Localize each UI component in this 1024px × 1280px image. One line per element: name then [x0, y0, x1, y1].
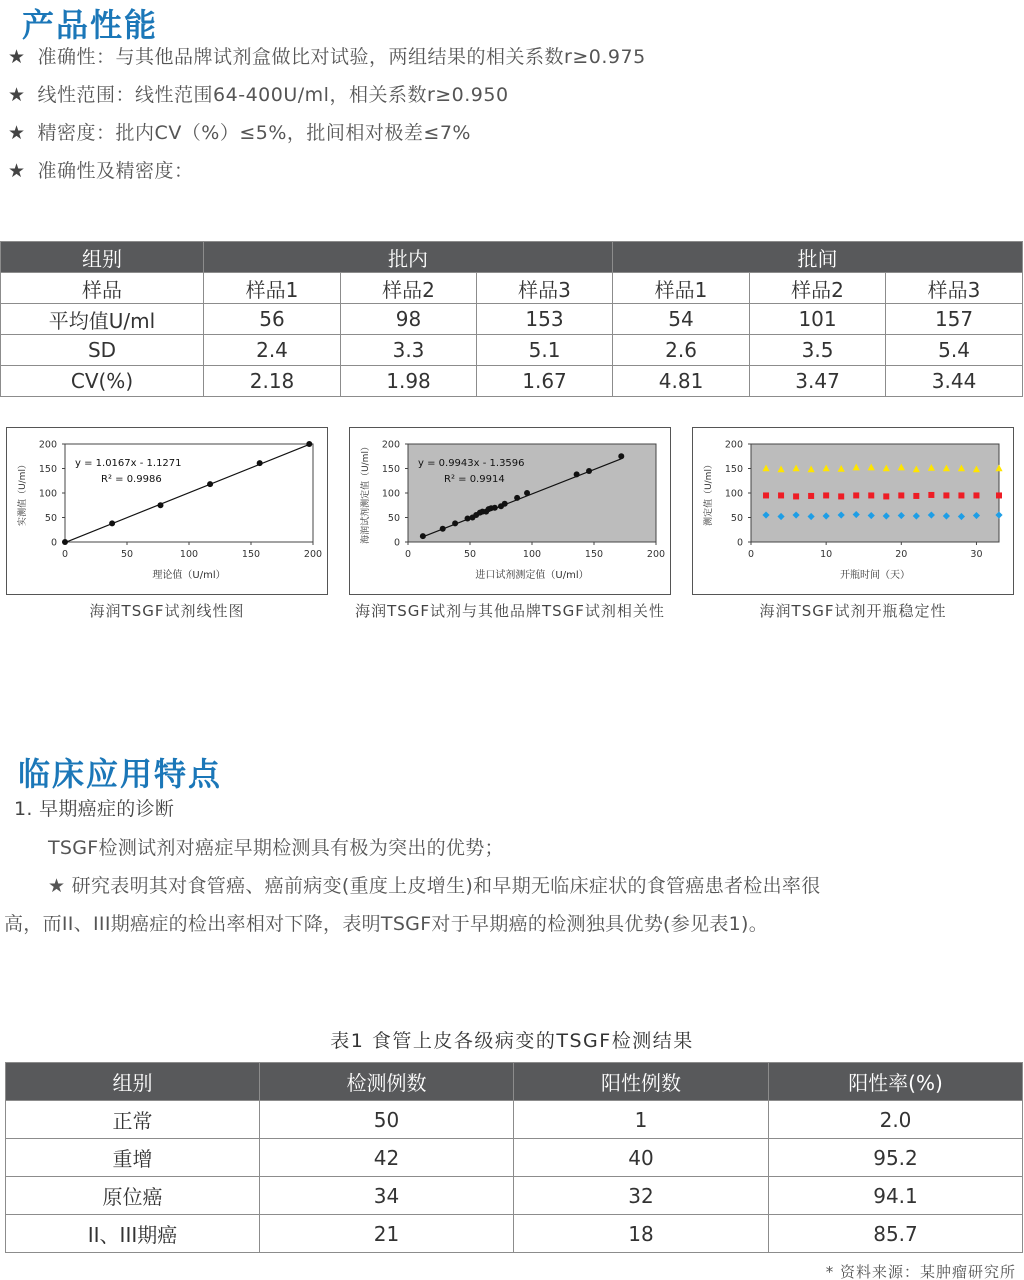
y-tick-label: 150 [724, 464, 743, 475]
x-tick-label: 0 [404, 549, 412, 560]
table-cell: 157 [886, 304, 1023, 335]
x-axis-label: 开瓶时间（天） [840, 570, 910, 581]
data-point-square [808, 493, 814, 499]
y-tick-label: 50 [730, 513, 743, 524]
table-cell: 2.6 [613, 335, 750, 366]
data-point [465, 515, 471, 521]
x-tick-label: 50 [463, 549, 477, 560]
paragraph-research-line1: ★ 研究表明其对食管癌、癌前病变(重度上皮增生)和早期无临床症状的食管癌患者检出率很 [48, 875, 821, 897]
table-cell: 50 [260, 1101, 514, 1139]
y-axis-label: 实测值（U/ml） [18, 460, 28, 526]
y-tick-label: 0 [50, 537, 57, 549]
table-cell: 样品1 [613, 273, 750, 304]
y-axis-label: 测定值（U/ml） [704, 460, 714, 526]
x-tick-label: 10 [820, 549, 833, 560]
section-title-performance: 产品性能 [22, 6, 159, 44]
data-point [306, 441, 312, 447]
table-cell: 1.98 [341, 366, 477, 397]
table-cell: 34 [260, 1177, 514, 1215]
data-point [157, 502, 163, 508]
data-point-square [763, 492, 769, 498]
table-cell: 85.7 [769, 1215, 1023, 1253]
table-cell: 56 [204, 304, 341, 335]
table-cell: 98 [341, 304, 477, 335]
bullet-linear-range: ★ 线性范围：线性范围64-400U/ml，相关系数r≥0.950 [8, 84, 509, 106]
table-cell: 94.1 [769, 1177, 1023, 1215]
data-point-square [996, 492, 1002, 498]
y-tick-label: 100 [724, 488, 743, 500]
table-cell: 1.67 [477, 366, 613, 397]
table-cell: 42 [260, 1139, 514, 1177]
table-cell: 3.47 [750, 366, 886, 397]
row-label: SD [1, 335, 204, 366]
table-cell: 2.0 [769, 1101, 1023, 1139]
table-cell: 重增 [6, 1139, 260, 1177]
table-cell: 样品3 [886, 273, 1023, 304]
table-cell: 样品3 [477, 273, 613, 304]
header-cell: 阳性例数 [514, 1063, 769, 1101]
x-tick-label: 30 [970, 549, 983, 560]
table-header-row [6, 1063, 1023, 1101]
y-tick-label: 150 [381, 464, 400, 475]
data-point [420, 533, 426, 539]
y-tick-label: 50 [44, 513, 57, 524]
table-cell: II、III期癌 [6, 1215, 260, 1253]
chart-stability [692, 427, 1014, 595]
data-point [207, 481, 213, 487]
y-tick-label: 0 [393, 537, 400, 549]
y-axis-label: 海润试剂测定值（U/ml） [361, 442, 371, 544]
y-tick-label: 100 [38, 488, 57, 500]
row-label: CV(%) [1, 366, 204, 397]
table-cell: 95.2 [769, 1139, 1023, 1177]
x-tick-label: 50 [120, 549, 134, 560]
data-point [62, 539, 68, 545]
data-point-square [823, 492, 829, 498]
data-point [492, 505, 498, 511]
star-icon: ★ [8, 122, 26, 144]
table-cell: 3.3 [341, 335, 477, 366]
header-cell-group: 组别 [1, 242, 204, 273]
table-row [6, 1101, 1023, 1139]
chart-caption-correlation: 海润TSGF试剂与其他品牌TSGF试剂相关性 [355, 602, 665, 620]
star-icon: ★ [8, 160, 26, 182]
table-row [1, 366, 1023, 397]
data-point [440, 526, 446, 532]
table-row [6, 1177, 1023, 1215]
data-point-square [913, 493, 919, 499]
data-point [586, 468, 592, 474]
paragraph-advantage: TSGF检测试剂对癌症早期检测具有极为突出的优势； [48, 837, 504, 859]
table-cell: 5.1 [477, 335, 613, 366]
paragraph-research-line2: 高，而II、III期癌症的检出率相对下降，表明TSGF对于早期癌的检测独具优势(参见表1)。 [4, 913, 769, 935]
table-cell: 4.81 [613, 366, 750, 397]
table-cell: 18 [514, 1215, 769, 1253]
bullet-precision: ★ 精密度：批内CV（%）≤5%，批间相对极差≤7% [8, 122, 471, 144]
data-point-square [958, 492, 964, 498]
table-row [6, 1139, 1023, 1177]
header-cell-between-batch: 批间 [613, 242, 1023, 273]
row-label: 样品 [1, 273, 204, 304]
x-tick-label: 100 [522, 549, 542, 560]
table1-caption: 表1 食管上皮各级病变的TSGF检测结果 [330, 1030, 694, 1052]
header-cell: 检测例数 [260, 1063, 514, 1101]
chart-caption-stability: 海润TSGF试剂开瓶稳定性 [759, 602, 947, 620]
x-tick-label: 0 [61, 549, 69, 560]
x-tick-label: 20 [895, 549, 908, 560]
chart-caption-linearity: 海润TSGF试剂线性图 [89, 602, 245, 620]
x-tick-label: 200 [646, 549, 666, 560]
x-tick-label: 150 [584, 549, 604, 560]
data-point [574, 471, 580, 477]
y-tick-label: 200 [724, 439, 743, 451]
table-cell: 101 [750, 304, 886, 335]
y-tick-label: 200 [381, 439, 400, 451]
data-point-square [853, 492, 859, 498]
row-label: 平均值U/ml [1, 304, 204, 335]
y-tick-label: 0 [736, 537, 743, 549]
r-squared-label: R² = 0.9986 [101, 474, 162, 485]
table-row [1, 335, 1023, 366]
y-tick-label: 50 [387, 513, 400, 524]
chart-correlation [349, 427, 671, 595]
table-cell: 153 [477, 304, 613, 335]
y-tick-label: 150 [38, 464, 57, 475]
star-icon: ★ [8, 84, 26, 106]
table-row [1, 304, 1023, 335]
table-row [6, 1215, 1023, 1253]
table-cell: 正常 [6, 1101, 260, 1139]
header-cell-within-batch: 批内 [204, 242, 613, 273]
bullet-accuracy: ★ 准确性：与其他品牌试剂盒做比对试验，两组结果的相关系数r≥0.975 [8, 46, 646, 68]
table-cell: 40 [514, 1139, 769, 1177]
source-note: * 资料来源：某肿瘤研究所 [825, 1263, 1016, 1280]
chart-linearity [6, 427, 328, 595]
section-title-clinical: 临床应用特点 [18, 755, 223, 793]
data-point-square [928, 492, 934, 498]
chart-stability-svg [693, 428, 1015, 596]
data-point [257, 460, 263, 466]
clinical-table [5, 1062, 1023, 1253]
item-early-diagnosis-title: 1. 早期癌症的诊断 [14, 798, 175, 820]
data-point-square [898, 492, 904, 498]
data-point [524, 490, 530, 496]
table-header-row [1, 242, 1023, 273]
data-point-square [973, 492, 979, 498]
table-cell: 2.18 [204, 366, 341, 397]
data-point-square [943, 492, 949, 498]
table-cell: 3.44 [886, 366, 1023, 397]
table-cell: 原位癌 [6, 1177, 260, 1215]
table-cell: 5.4 [886, 335, 1023, 366]
bullet-accuracy-precision: ★ 准确性及精密度： [8, 160, 194, 182]
table-cell: 3.5 [750, 335, 886, 366]
x-axis-label: 进口试剂测定值（U/ml） [475, 570, 589, 581]
header-cell: 组别 [6, 1063, 260, 1101]
table-cell: 样品1 [204, 273, 341, 304]
data-point-square [868, 492, 874, 498]
table-cell: 样品2 [341, 273, 477, 304]
equation-label: y = 0.9943x - 1.3596 [418, 458, 525, 469]
data-point [514, 495, 520, 501]
table-row [1, 273, 1023, 304]
data-point-square [838, 493, 844, 499]
precision-table [0, 241, 1023, 397]
data-point-square [778, 492, 784, 498]
x-tick-label: 100 [179, 549, 199, 560]
header-cell: 阳性率(%) [769, 1063, 1023, 1101]
data-point [109, 520, 115, 526]
y-tick-label: 200 [38, 439, 57, 451]
data-point [452, 520, 458, 526]
table-cell: 样品2 [750, 273, 886, 304]
data-point-square [883, 493, 889, 499]
r-squared-label: R² = 0.9914 [444, 474, 505, 485]
chart-correlation-svg [350, 428, 672, 596]
data-point [618, 453, 624, 459]
table-cell: 21 [260, 1215, 514, 1253]
equation-label: y = 1.0167x - 1.1271 [75, 458, 182, 469]
x-tick-label: 150 [241, 549, 261, 560]
table-cell: 2.4 [204, 335, 341, 366]
table-cell: 32 [514, 1177, 769, 1215]
x-axis-label: 理论值（U/ml） [152, 570, 226, 581]
table-cell: 1 [514, 1101, 769, 1139]
star-icon: ★ [8, 46, 26, 68]
chart-linearity-svg [7, 428, 329, 596]
table-cell: 54 [613, 304, 750, 335]
x-tick-label: 200 [303, 549, 323, 560]
y-tick-label: 100 [381, 488, 400, 500]
data-point-square [793, 493, 799, 499]
x-tick-label: 0 [747, 549, 755, 560]
data-point [502, 501, 508, 507]
